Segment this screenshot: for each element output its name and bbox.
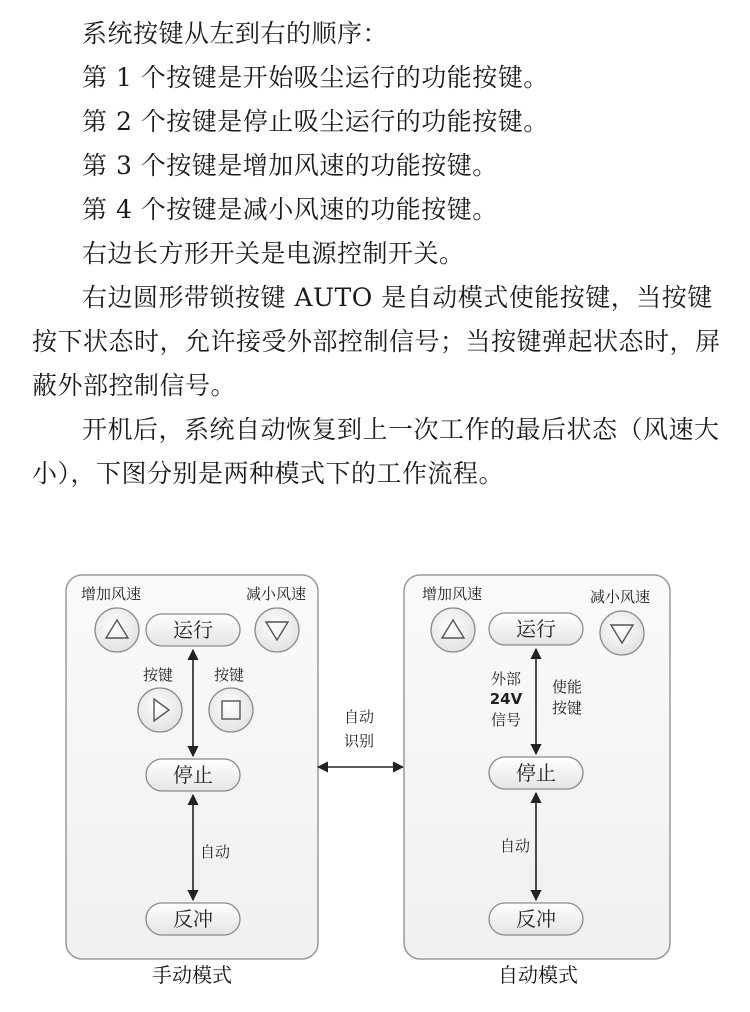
manual-start-key[interactable] — [138, 688, 182, 732]
auto-decrease-label: 减小风速 — [589, 588, 651, 606]
manual-decrease-button[interactable] — [255, 608, 299, 652]
auto-ext-line2: 24V — [489, 690, 523, 708]
manual-run-button[interactable] — [146, 614, 240, 646]
paragraph-2: 第 1 个按键是开始吸尘运行的功能按键。 — [82, 63, 549, 92]
auto-backflush-button[interactable] — [489, 903, 583, 935]
manual-increase-button[interactable] — [95, 608, 139, 652]
paragraph-3: 第 2 个按键是停止吸尘运行的功能按键。 — [82, 107, 549, 136]
manual-start-key-label: 按键 — [142, 666, 174, 684]
auto-stop-button[interactable] — [489, 757, 583, 789]
manual-backflush-label: 反冲 — [173, 907, 213, 931]
manual-mode-panel — [66, 575, 318, 987]
auto-detect-link — [318, 708, 403, 767]
auto-decrease-button[interactable] — [600, 611, 644, 655]
manual-stop-label: 停止 — [173, 763, 213, 787]
auto-backflush-label: 反冲 — [516, 907, 556, 931]
manual-stop-key[interactable] — [209, 688, 253, 732]
manual-auto-label: 自动 — [199, 843, 231, 861]
manual-mode-caption: 手动模式 — [152, 963, 232, 987]
auto-enable-line1: 使能 — [551, 678, 583, 696]
auto-increase-label: 增加风速 — [421, 585, 483, 603]
paragraph-7: 右边圆形带锁按键 AUTO 是自动模式使能按键，当按键按下状态时，允许接受外部控制信号；当按键弹起状态时，屏蔽外部控制信号。 — [32, 283, 721, 400]
auto-enable-line2: 按键 — [551, 699, 583, 717]
manual-increase-label: 增加风速 — [80, 585, 142, 603]
auto-mode-panel — [404, 575, 670, 987]
auto-stop-label: 停止 — [516, 761, 556, 785]
paragraph-6: 右边长方形开关是电源控制开关。 — [82, 239, 465, 268]
paragraph-5: 第 4 个按键是减小风速的功能按键。 — [82, 195, 498, 224]
manual-decrease-label: 减小风速 — [245, 585, 307, 603]
auto-run-button[interactable] — [489, 613, 583, 645]
auto-increase-button[interactable] — [431, 608, 475, 652]
auto-auto-label: 自动 — [499, 837, 531, 855]
paragraph-1: 系统按键从左到右的顺序： — [82, 19, 389, 48]
auto-mode-caption: 自动模式 — [498, 963, 578, 987]
auto-run-label: 运行 — [516, 617, 556, 641]
center-label-line2: 识别 — [343, 732, 375, 750]
center-label-line1: 自动 — [343, 708, 375, 726]
manual-run-label: 运行 — [173, 618, 213, 642]
auto-ext-line1: 外部 — [490, 670, 522, 688]
manual-backflush-button[interactable] — [146, 903, 240, 935]
manual-stop-button[interactable] — [146, 759, 240, 791]
paragraph-8: 开机后，系统自动恢复到上一次工作的最后状态（风速大小），下图分别是两种模式下的工作流程。 — [32, 415, 720, 488]
auto-ext-line3: 信号 — [490, 711, 522, 729]
manual-stop-key-label: 按键 — [213, 666, 245, 684]
paragraph-4: 第 3 个按键是增加风速的功能按键。 — [82, 151, 498, 180]
